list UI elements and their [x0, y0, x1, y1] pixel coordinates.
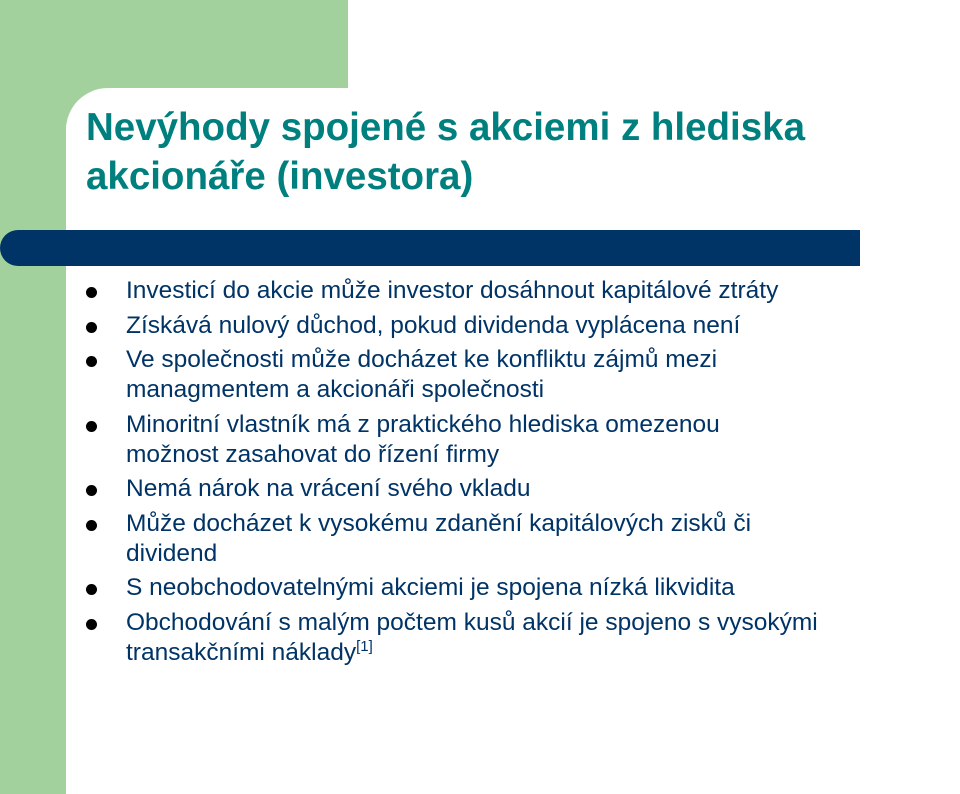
bullet-icon: [86, 356, 97, 367]
bullet-text-line-1: Obchodování s malým počtem kusů akcií je spojeno s vysokými: [126, 608, 818, 636]
bullet-item: [86, 474, 960, 504]
bullet-text-line-2: transakčními náklady: [126, 638, 357, 666]
bullet-text: Získává nulový důchod, pokud dividenda vyplácena není: [126, 311, 741, 339]
bullet-icon: [86, 485, 97, 496]
bullet-icon: [86, 520, 97, 531]
bullet-text-line-2: dividend: [126, 539, 218, 567]
decorative-navy-bar: [0, 230, 860, 266]
bullet-text: S neobchodovatelnými akciemi je spojena nízká likvidita: [126, 574, 735, 601]
bullet-item: [86, 608, 960, 668]
bullet-item: [86, 573, 960, 603]
bullet-item: [86, 345, 960, 405]
bullet-item: [86, 509, 960, 569]
bullet-icon: [86, 287, 97, 298]
footnote-reference: [1]: [356, 637, 373, 655]
bullet-text-line-1: Může docházet k vysokému zdanění kapitálových zisků či: [126, 509, 752, 537]
bullet-text-line-2: možnost zasahovat do řízení firmy: [126, 440, 500, 468]
bullet-item: [86, 311, 960, 341]
slide-title: [86, 103, 960, 201]
bullet-item: [86, 410, 960, 470]
bullet-text: Investicí do akcie může investor dosáhnout kapitálové ztráty: [126, 277, 779, 304]
slide-title-line-2: akcionáře (investora): [86, 155, 474, 198]
bullet-item: [86, 276, 960, 306]
slide-title-line-1: Nevýhody spojené s akciemi z hlediska: [86, 106, 805, 149]
bullet-icon: [86, 421, 97, 432]
bullet-text-line-1: Minoritní vlastník má z praktického hlediska omezenou: [126, 410, 720, 438]
bullet-text-line-2: managmentem a akcionáři společnosti: [126, 376, 545, 403]
bullet-text: Nemá nárok na vrácení svého vkladu: [126, 475, 531, 502]
bullet-text-line-1: Ve společnosti může docházet ke konfliktu zájmů mezi: [126, 346, 718, 373]
bullet-icon: [86, 584, 97, 595]
bullet-list: [86, 276, 960, 672]
bullet-icon: [86, 322, 97, 333]
bullet-icon: [86, 619, 97, 630]
